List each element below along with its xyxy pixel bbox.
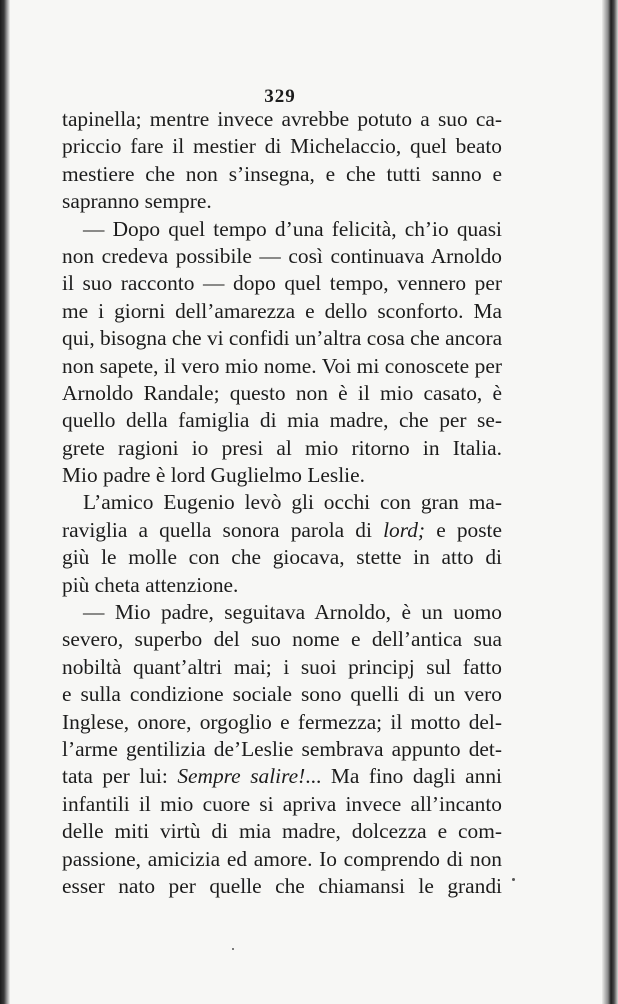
text-line: severo, superbo del suo nome e dell’antica sua	[62, 627, 502, 652]
text-line: raviglia a quella sonora parola di lord; e poste	[62, 517, 502, 542]
text-line: non credeva possibile — così continuava Arnoldo	[62, 243, 502, 268]
text-line: qui, bisogna che vi confidi un’altra cosa che ancora	[62, 326, 503, 351]
text-line: Mio padre è lord Guglielmo Leslie.	[62, 463, 365, 488]
text-line: delle miti virtù di mia madre, dolcezza e com-	[62, 819, 502, 844]
print-speck	[512, 878, 515, 881]
text-line: tata per lui: Sempre salire!... Ma fino dagli anni	[62, 764, 502, 789]
text-line: mestiere che non s’insegna, e che tutti sanno e	[62, 161, 502, 186]
text-line: più cheta attenzione.	[62, 572, 239, 597]
text-line: nobiltà quant’altri mai; i suoi principj sul fatto	[62, 654, 502, 679]
body-text	[62, 106, 502, 900]
text-line: Arnoldo Randale; questo non è il mio casato, è	[62, 380, 502, 405]
right-page-edge	[602, 0, 618, 1004]
print-speck	[232, 948, 234, 950]
text-line: sapranno sempre.	[62, 189, 212, 214]
text-line: Inglese, onore, orgoglio e fermezza; il motto del-	[62, 709, 502, 734]
text-line: e sulla condizione sociale sono quelli di un vero	[62, 682, 502, 707]
text-line: tapinella; mentre invece avrebbe potuto a suo ca-	[62, 107, 502, 131]
left-binding-edge	[0, 0, 10, 1004]
text-line: priccio fare il mestier di Michelaccio, quel beato	[62, 134, 502, 159]
page-number: 329	[264, 86, 296, 107]
text-line: esser nato per quelle che chiamansi le grandi	[62, 873, 502, 898]
text-line: — Dopo quel tempo d’una felicità, ch’io quasi	[83, 216, 502, 241]
text-line: grete ragioni io presi al mio ritorno in Italia.	[62, 435, 502, 460]
text-line: infantili il mio cuore si apriva invece all’incanto	[62, 791, 502, 816]
text-line: me i giorni dell’amarezza e dello sconforto. Ma	[62, 298, 502, 323]
text-line: non sapete, il vero mio nome. Voi mi conoscete per	[62, 353, 502, 378]
text-line: giù le molle con che giocava, stette in atto di	[62, 545, 502, 570]
text-line: l’arme gentilizia de’Leslie sembrava appunto det-	[62, 736, 502, 761]
text-line: — Mio padre, seguitava Arnoldo, è un uomo	[83, 600, 502, 625]
text-line: L’amico Eugenio levò gli occhi con gran ma-	[83, 490, 502, 515]
text-line: quello della famiglia di mia madre, che per se-	[62, 408, 502, 433]
text-line: passione, amicizia ed amore. Io comprendo di non	[62, 846, 502, 871]
text-line: il suo racconto — dopo quel tempo, vennero per	[62, 271, 502, 296]
